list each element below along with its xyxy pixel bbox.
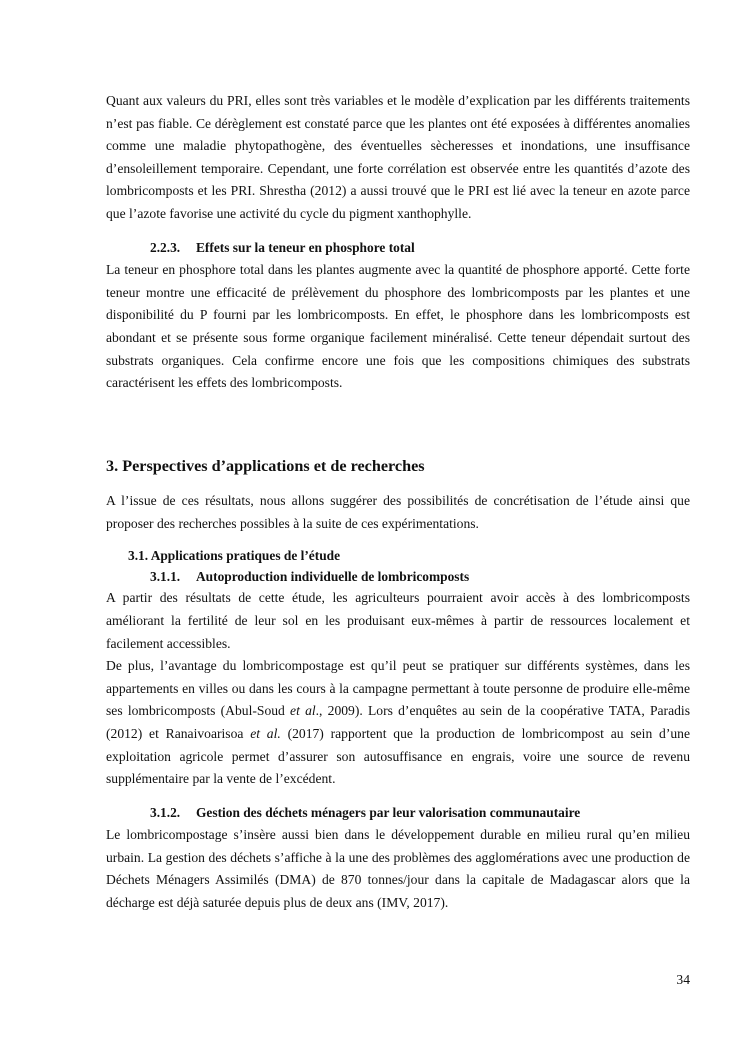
heading-number: 2.2.3. bbox=[150, 239, 181, 255]
heading-3-1-2 bbox=[106, 802, 690, 825]
page-number: 34 bbox=[676, 972, 690, 987]
heading-title: Gestion des déchets ménagers par leur valorisation communautaire bbox=[196, 804, 581, 820]
text-segment: De plus, l’avantage du lombricompostage est qu’il peut se pratiquer sur différents systèmes, dans les appartements en villes ou dans les cours à la campagne permettant à toute personne de produire elle-même ses lombricomposts (Abul-Soud bbox=[106, 658, 690, 719]
heading-2-2-3 bbox=[106, 237, 690, 260]
heading-number: 3.1.2. bbox=[150, 804, 181, 820]
heading-3-1: 3.1. Applications pratiques de l’étude bbox=[128, 548, 341, 564]
paragraph-phosphore: La teneur en phosphore total dans les plantes augmente avec la quantité de phosphore apporté. Cette forte teneur montre une efficacité de prélèvement du phosphore des lombricomposts par les plantes et une disponibilité du P fourni par les lombricomposts. En effet, le phosphore dans les lombricomposts est abondant et se présente sous forme organique facilement minéralisé. Cette teneur dépendait surtout des substrats organiques. Cela confirme encore une fois que les compositions chimiques des substrats caractérisent les effets des lombricomposts. bbox=[106, 262, 690, 391]
paragraph-gestion-dechets: Le lombricompostage s’insère aussi bien dans le développement durable en milieu rural qu’en milieu urbain. La gestion des déchets s’affiche à la une des problèmes des agglomérations avec une production de Déchets Ménagers Assimilés (DMA) de 870 tonnes/jour dans la capitale de Madagascar alors que la décharge est déjà saturée depuis plus de deux ans (IMV, 2017). bbox=[106, 827, 690, 911]
paragraph-autoproduction-1: A partir des résultats de cette étude, les agriculteurs pourraient avoir accès à des lombricomposts améliorant la fertilité de leur sol en les produisant eux-mêmes à partir de ressources localement et facilement accessibles. bbox=[106, 590, 690, 651]
heading-title: Effets sur la teneur en phosphore total bbox=[196, 239, 415, 255]
heading-3-1-1 bbox=[106, 566, 690, 587]
paragraph-pri: Quant aux valeurs du PRI, elles sont très variables et le modèle d’explication par les différents traitements n’est pas fiable. Ce dérèglement est constaté parce que les plantes ont été exposées à différentes anomalies comme une maladie phytopathogène, des éventuelles sècheresses et inondations, une insuffisance d’ensoleillement temporaire. Cependant, une forte corrélation est observée entre les quantités d’azote des lombricomposts et les PRI. Shrestha (2012) a aussi trouvé que le PRI est lié avec la teneur en azote parce que l’azote favorise une activité du cycle du pigment xanthophylle. bbox=[106, 93, 690, 221]
heading-title: Autoproduction individuelle de lombricomposts bbox=[196, 569, 470, 585]
heading-number: 3.1.1. bbox=[150, 569, 181, 585]
text-segment: ., 2009). Lors d’enquêtes au sein de la coopérative TATA, Paradis (2012) et Ranaivoarisoa bbox=[106, 703, 690, 741]
paragraph-autoproduction-2 bbox=[106, 655, 690, 791]
page-content bbox=[106, 90, 690, 915]
heading-3-perspectives: 3. Perspectives d’applications et de recherches bbox=[106, 456, 425, 475]
text-italic: et al. bbox=[250, 725, 281, 741]
text-italic: et al bbox=[290, 703, 316, 719]
text-segment: (2017) rapportent que la production de lombricompost au sein d’une exploitation agricole permet d’assurer son autosuffisance en engrais, voire une source de revenu supplémentaire par la vente de l’excédent. bbox=[106, 725, 690, 787]
paragraph-perspectives: A l’issue de ces résultats, nous allons suggérer des possibilités de concrétisation de l’étude ainsi que proposer des recherches possibles à la suite de ces expérimentations. bbox=[106, 493, 690, 531]
